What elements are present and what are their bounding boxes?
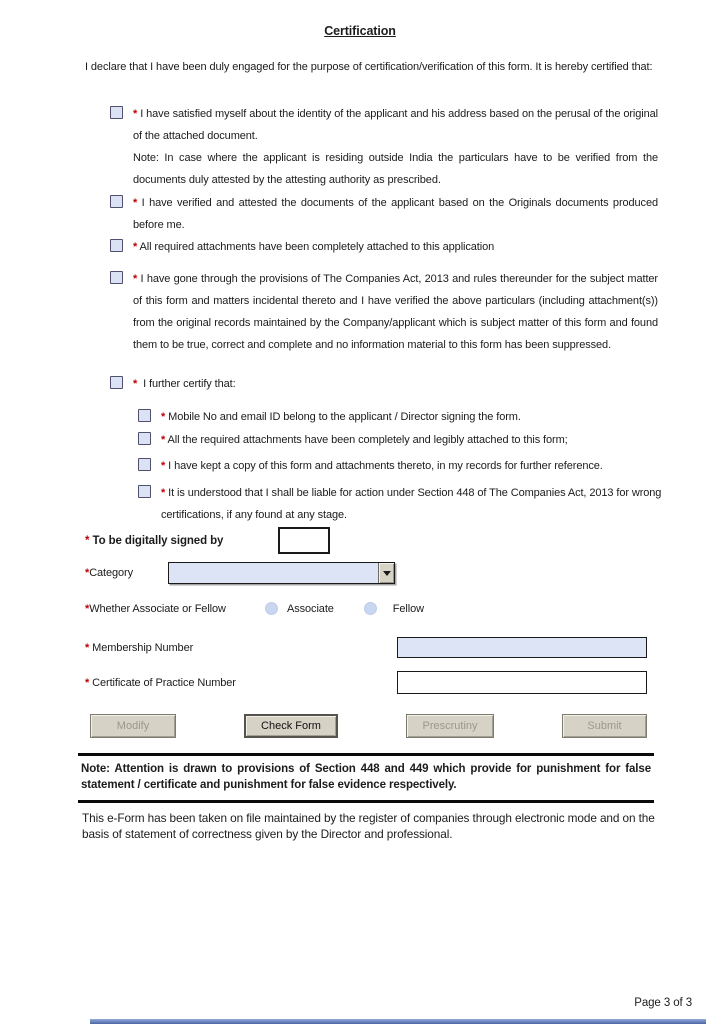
- checkbox-identity[interactable]: [110, 106, 123, 119]
- sub-item-text: All the required attachments have been completely and legibly attached to this form;: [167, 434, 568, 446]
- declaration-item-attachments: [110, 236, 658, 258]
- membership-number-row: [85, 637, 647, 658]
- membership-number-label: [85, 642, 397, 654]
- checkbox-kept-copy[interactable]: [138, 458, 151, 471]
- required-marker: *: [133, 108, 138, 120]
- cop-number-label: [85, 677, 397, 689]
- associate-fellow-row: [85, 602, 424, 615]
- category-row: [85, 562, 395, 584]
- declaration-text: [133, 192, 658, 236]
- sub-item-text-wrap: [161, 429, 670, 451]
- submit-button[interactable]: Submit: [562, 714, 647, 738]
- footer-blue-bar: [90, 1019, 706, 1024]
- required-marker: *: [161, 487, 166, 499]
- declaration-text: [133, 268, 658, 356]
- statutory-note: Note: Attention is drawn to provisions of Section 448 and 449 which provide for punishment for false statement / certificate and punishment for false evidence respectively.: [78, 753, 654, 803]
- sub-item-section-448: [138, 482, 670, 526]
- required-marker: *: [85, 567, 90, 579]
- required-marker: *: [161, 434, 166, 446]
- radio-fellow[interactable]: [364, 602, 377, 615]
- required-marker: *: [133, 241, 138, 253]
- sub-item-text-wrap: [161, 482, 670, 526]
- action-buttons-row: [90, 714, 647, 738]
- further-certify-label-wrap: [133, 373, 658, 395]
- checkbox-verified-docs[interactable]: [110, 195, 123, 208]
- radio-associate[interactable]: [265, 602, 278, 615]
- declaration-text: [133, 236, 658, 258]
- required-marker: *: [161, 411, 166, 423]
- checkbox-mobile-email[interactable]: [138, 409, 151, 422]
- checkbox-further-certify[interactable]: [110, 376, 123, 389]
- declaration-item-identity: [110, 103, 658, 191]
- modify-button[interactable]: Modify: [90, 714, 176, 738]
- required-marker: *: [161, 460, 166, 472]
- membership-label-text: Membership Number: [92, 641, 194, 654]
- sub-item-text-wrap: [161, 455, 670, 477]
- sub-item-text: It is understood that I shall be liable for action under Section 448 of The Companies Act, 2013 for wrong certifications, if any found at any stage.: [161, 487, 662, 521]
- sub-item-kept-copy: [138, 455, 670, 477]
- check-form-button[interactable]: Check Form: [244, 714, 338, 738]
- declaration-item-companies-act: [110, 268, 658, 356]
- sub-item-text-wrap: [161, 406, 670, 428]
- associate-option-label: Associate: [287, 602, 334, 615]
- category-label-text: Category: [89, 567, 134, 579]
- declaration-item-verified-docs: [110, 192, 658, 236]
- item-text: I have verified and attested the documents of the applicant based on the Originals documents produced before me.: [133, 197, 658, 231]
- item-text: I have gone through the provisions of The Companies Act, 2013 and rules thereunder for the subject matter of this form and matters incidental thereto and I have verified the above particulars (including attachment(s)) from the original records maintained by the Company/applicant which is subject matter of this form and found them to be true, correct and complete and no information material to this form has been suppressed.: [133, 273, 658, 351]
- page-number: Page 3 of 3: [634, 997, 692, 1009]
- digital-sign-label: [85, 535, 278, 547]
- further-certify-item: [110, 373, 658, 395]
- category-label: [85, 567, 168, 579]
- associate-fellow-label: [85, 603, 265, 615]
- item-note: Note: In case where the applicant is residing outside India the particulars have to be verified from the documents duly attested by the attesting authority as prescribed.: [133, 152, 658, 186]
- item-text: All required attachments have been completely attached to this application: [139, 241, 495, 253]
- checkbox-companies-act[interactable]: [110, 271, 123, 284]
- checkbox-legible-attachments[interactable]: [138, 432, 151, 445]
- dropdown-button[interactable]: [378, 563, 394, 583]
- membership-number-input[interactable]: [397, 637, 647, 658]
- further-certify-label: I further certify that:: [143, 378, 236, 390]
- required-marker: *: [85, 534, 90, 547]
- associate-fellow-label-text: Whether Associate or Fellow: [89, 602, 226, 615]
- sub-item-text: Mobile No and email ID belong to the applicant / Director signing the form.: [168, 411, 521, 423]
- item-text: I have satisfied myself about the identity of the applicant and his address based on the perusal of the original of the attached document.: [133, 108, 658, 142]
- cop-label-text: Certificate of Practice Number: [92, 676, 236, 689]
- efiling-footer-text: This e-Form has been taken on file maintained by the register of companies through electronic mode and on the basis of statement of correctness given by the Director and professional.: [82, 811, 655, 841]
- page-title: Certification: [324, 24, 396, 38]
- required-marker: *: [133, 197, 138, 209]
- required-marker: *: [85, 676, 90, 689]
- sub-item-legible-attachments: [138, 429, 670, 451]
- sub-item-mobile-email: [138, 406, 670, 428]
- digital-sign-row: [85, 527, 330, 554]
- chevron-down-icon: [383, 571, 391, 576]
- required-marker: *: [133, 273, 138, 285]
- cop-number-input[interactable]: [397, 671, 647, 694]
- digital-sign-label-text: To be digitally signed by: [92, 534, 224, 547]
- prescrutiny-button[interactable]: Prescrutiny: [406, 714, 494, 738]
- intro-text: I declare that I have been duly engaged for the purpose of certification/verification of this form. It is hereby certified that:: [85, 61, 653, 73]
- required-marker: *: [133, 378, 138, 390]
- checkbox-section-448[interactable]: [138, 485, 151, 498]
- category-selected-value: [169, 563, 378, 583]
- sub-item-text: I have kept a copy of this form and attachments thereto, in my records for further reference.: [168, 460, 603, 472]
- fellow-option-label: Fellow: [392, 602, 424, 615]
- category-dropdown[interactable]: [168, 562, 395, 584]
- declaration-text: [133, 103, 658, 191]
- cop-number-row: [85, 671, 647, 694]
- checkbox-attachments[interactable]: [110, 239, 123, 252]
- required-marker: *: [85, 641, 90, 654]
- dsc-signature-box[interactable]: [278, 527, 330, 554]
- required-marker: *: [85, 602, 90, 615]
